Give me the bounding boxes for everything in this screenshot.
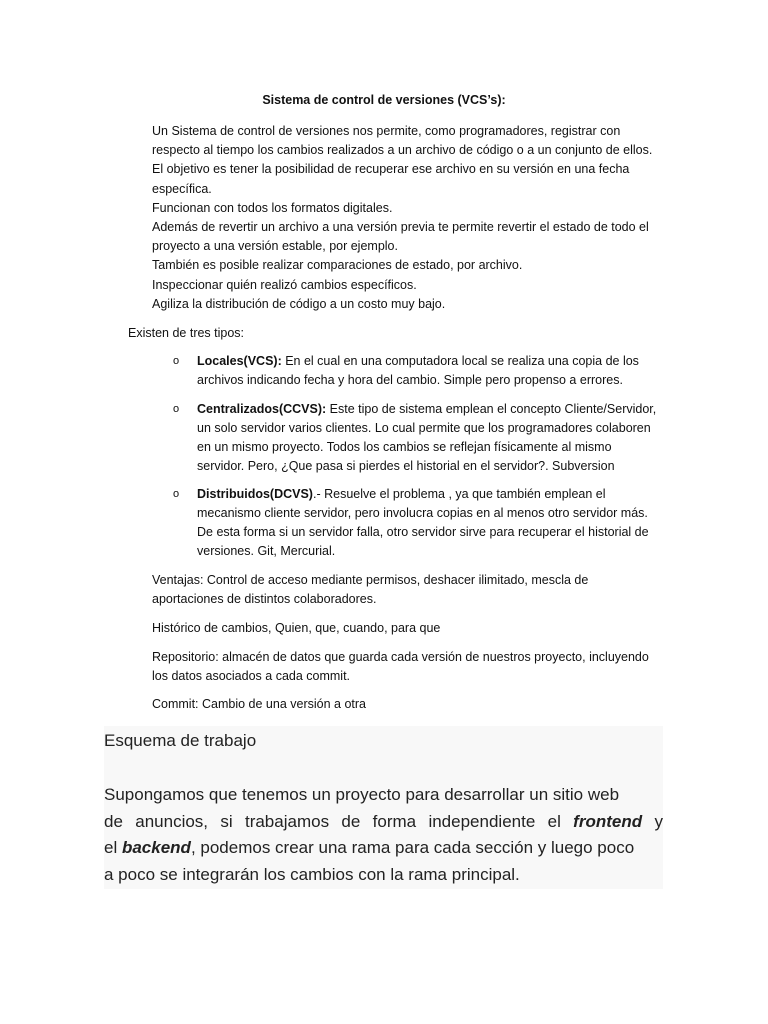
scheme-word: y xyxy=(654,811,663,831)
intro-line: El objetivo es tener la posibilidad de recuperar ese archivo en su versión en una fecha xyxy=(152,162,630,177)
scheme-line xyxy=(104,782,663,809)
scheme-word: trabajamos xyxy=(244,811,330,831)
bullet-circle-icon: o xyxy=(173,355,180,367)
paragraph-line: Commit: Cambio de una versión a otra xyxy=(152,697,366,711)
list-item-first-line xyxy=(197,485,697,504)
intro-line: proyecto a una versión estable, por ejemplo. xyxy=(152,239,398,254)
list-item-text xyxy=(197,352,697,390)
intro-line: También es posible realizar comparaciones de estado, por archivo. xyxy=(152,258,523,273)
list-item-first-line xyxy=(197,352,697,371)
intro-line: específica. xyxy=(152,181,212,196)
list-item-line: un solo servidor varios clientes. Lo cual permite que los programadores colaboren xyxy=(197,421,651,435)
intro-line: Funcionan con todos los formatos digitales. xyxy=(152,200,393,215)
document-title: Sistema de control de versiones (VCS’s): xyxy=(262,93,506,107)
list-item-line: De esta forma si un servidor falla, otro servidor sirve para recuperar el historial de xyxy=(197,525,649,539)
list-item-first-line xyxy=(197,400,697,419)
list-item-text xyxy=(197,485,697,561)
type-description: .- Resuelve el problema , ya que también emplean el xyxy=(312,487,606,501)
scheme-line: a poco se integrarán los cambios con la rama principal. xyxy=(104,864,520,884)
repositorio-paragraph xyxy=(152,648,672,686)
intro-line: Inspeccionar quién realizó cambios específicos. xyxy=(152,277,417,292)
list-item-line: mecanismo cliente servidor, pero involucra copias en al menos otro servidor más. xyxy=(197,506,648,520)
scheme-heading: Esquema de trabajo xyxy=(104,731,257,750)
list-item-line: servidor. Pero, ¿Que pasa si pierdes el historial en el servidor?. Subversion xyxy=(197,459,615,473)
types-intro: Existen de tres tipos: xyxy=(128,326,245,340)
paragraph-line: aportaciones de distintos colaboradores. xyxy=(152,592,377,606)
paragraph-line: Histórico de cambios, Quien, que, cuando, para que xyxy=(152,621,441,635)
type-name: Distribuidos(DCVS) xyxy=(197,487,313,501)
scheme-word: el xyxy=(547,811,561,831)
commit-paragraph xyxy=(152,695,672,714)
intro-line: respecto al tiempo los cambios realizados a un archivo de código o a un conjunto de ellos. xyxy=(152,143,653,158)
scheme-section xyxy=(104,726,663,889)
scheme-word: de xyxy=(104,811,123,831)
intro-line: Además de revertir un archivo a una versión previa te permite revertir el estado de todo el xyxy=(152,220,649,235)
backend-term: backend xyxy=(121,838,191,857)
paragraph-line: los datos asociados a cada commit. xyxy=(152,669,351,683)
scheme-word: Supongamos que tenemos un proyecto para desarrollar un sitio web xyxy=(104,785,620,804)
list-item-line: versiones. Git, Mercurial. xyxy=(197,544,336,558)
scheme-line xyxy=(104,809,663,836)
list-item-line: en un mismo proyecto. Todos los cambios se reflejan físicamente al mismo xyxy=(197,440,612,454)
scheme-text: el xyxy=(104,838,122,857)
type-description: Este tipo de sistema emplean el concepto Cliente/Servidor, xyxy=(326,402,657,416)
historico-paragraph xyxy=(152,619,672,638)
scheme-text: , podemos crear una rama para cada sección y luego poco xyxy=(190,838,635,857)
scheme-word: si xyxy=(220,811,233,831)
intro-paragraph xyxy=(152,122,672,314)
scheme-paragraph xyxy=(104,782,663,888)
list-item-text xyxy=(197,400,697,476)
list-item-line: archivos indicando fecha y hora del cambio. Simple pero propenso a errores. xyxy=(197,373,623,387)
intro-line: Agiliza la distribución de código a un costo muy bajo. xyxy=(152,296,446,311)
scheme-word: forma xyxy=(372,811,417,831)
paragraph-line: Repositorio: almacén de datos que guarda cada versión de nuestros proyecto, incluyendo xyxy=(152,650,649,664)
paragraph-line: Ventajas: Control de acceso mediante permisos, deshacer ilimitado, mescla de xyxy=(152,573,589,587)
frontend-term: frontend xyxy=(573,811,643,831)
intro-line: Un Sistema de control de versiones nos permite, como programadores, registrar con xyxy=(152,124,621,138)
ventajas-paragraph xyxy=(152,571,672,609)
scheme-word: anuncios, xyxy=(135,811,209,831)
type-name: Locales(VCS): xyxy=(197,354,282,368)
type-description: En el cual en una computadora local se realiza una copia de los xyxy=(281,354,639,368)
scheme-word: de xyxy=(341,811,361,831)
type-name: Centralizados(CCVS): xyxy=(197,402,327,416)
bullet-circle-icon: o xyxy=(173,403,180,415)
scheme-word: independiente xyxy=(428,811,536,831)
bullet-circle-icon: o xyxy=(173,488,180,500)
scheme-line xyxy=(104,835,663,862)
